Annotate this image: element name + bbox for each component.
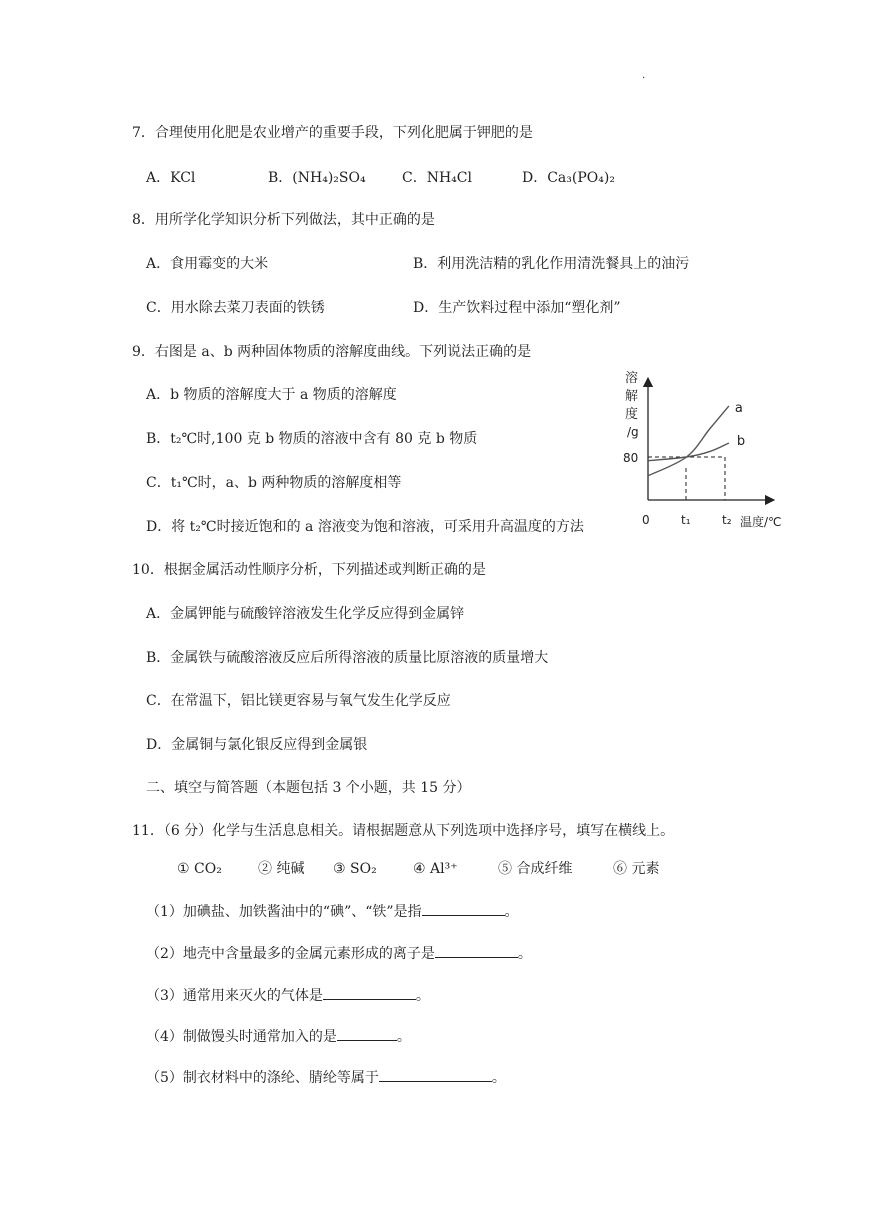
q11-item-4-text: （4）制做馒头时通常加入的是 — [146, 1029, 337, 1045]
y-label-char-1: 溶 — [625, 371, 639, 386]
q11-choice-1: ① CO₂ — [177, 861, 222, 877]
q7-option-d: D．Ca₃(PO₄)₂ — [522, 170, 615, 186]
q10-option-b: B．金属铁与硫酸溶液反应后所得溶液的质量比原溶液的质量增大 — [146, 650, 549, 666]
y-tick-80: 80 — [623, 451, 639, 465]
q11-item-1-end: 。 — [504, 904, 519, 920]
q9-option-d: D．将 t₂℃时接近饱和的 a 溶液变为饱和溶液，可采用升高温度的方法 — [146, 519, 584, 535]
q8-stem: 8．用所学化学知识分析下列做法，其中正确的是 — [132, 212, 435, 228]
q11-answer-blank-2[interactable] — [435, 943, 518, 958]
section-2-heading: 二、填空与简答题（本题包括 3 个小题，共 15 分） — [146, 780, 471, 796]
q11-answer-blank-1[interactable] — [422, 901, 505, 916]
curve-b — [648, 443, 729, 461]
origin-label: 0 — [642, 513, 650, 527]
q11-stem: 11．（6 分）化学与生活息息相关。请根据题意从下列选项中选择序号，填写在横线上。 — [132, 823, 675, 839]
x-tick-t1: t₁ — [681, 513, 691, 527]
q9-stem: 9．右图是 a、b 两种固体物质的溶解度曲线。下列说法正确的是 — [132, 344, 532, 360]
q7-option-b: B．(NH₄)₂SO₄ — [268, 170, 366, 186]
q10-option-c: C．在常温下，铝比镁更容易与氧气发生化学反应 — [146, 693, 451, 709]
q11-item-5-end: 。 — [491, 1070, 506, 1086]
q11-item-1-text: （1）加碘盐、加铁酱油中的“碘”、“铁”是指 — [146, 904, 422, 920]
q11-choice-5: ⑤ 合成纤维 — [498, 861, 573, 877]
curve-a-label: a — [734, 400, 743, 416]
q7-option-a: A．KCl — [146, 170, 196, 186]
q11-answer-blank-5[interactable] — [379, 1067, 492, 1082]
q11-item-3-end: 。 — [415, 988, 430, 1004]
x-axis-label: 温度/℃ — [740, 515, 782, 529]
curve-b-label: b — [736, 434, 746, 449]
q11-choice-6: ⑥ 元素 — [613, 861, 660, 877]
q9-option-a: A．b 物质的溶解度大于 a 物质的溶解度 — [146, 387, 397, 403]
header-mark: . — [642, 70, 646, 81]
y-label-char-4: /g — [627, 425, 639, 439]
q11-choice-3: ③ SO₂ — [333, 861, 377, 877]
q11-answer-blank-3[interactable] — [323, 985, 416, 1000]
q8-option-d: D．生产饮料过程中添加“塑化剂” — [413, 300, 621, 316]
q11-item-4-end: 。 — [396, 1029, 411, 1045]
q9-option-c: C．t₁℃时，a、b 两种物质的溶解度相等 — [146, 475, 402, 491]
q11-answer-blank-4[interactable] — [337, 1026, 397, 1041]
q8-option-c: C．用水除去菜刀表面的铁锈 — [146, 300, 325, 316]
solubility-chart — [605, 360, 800, 535]
q11-choice-4: ④ Al³⁺ — [413, 861, 458, 877]
q8-option-b: B．利用洗洁精的乳化作用清洗餐具上的油污 — [413, 256, 690, 272]
q11-item-3-text: （3）通常用来灭火的气体是 — [146, 988, 323, 1004]
q11-item-2-text: （2）地壳中含量最多的金属元素形成的离子是 — [146, 946, 435, 962]
x-tick-t2: t₂ — [722, 513, 732, 527]
q11-item-5-text: （5）制衣材料中的涤纶、腈纶等属于 — [146, 1070, 379, 1086]
q11-item-4 — [146, 1026, 411, 1046]
q8-option-a: A．食用霉变的大米 — [146, 256, 269, 272]
q11-item-2 — [146, 943, 532, 963]
y-label-char-3: 度 — [625, 407, 639, 422]
q11-item-1 — [146, 901, 519, 921]
q7-stem: 7．合理使用化肥是农业增产的重要手段，下列化肥属于钾肥的是 — [132, 125, 533, 141]
q9-option-b: B．t₂℃时,100 克 b 物质的溶液中含有 80 克 b 物质 — [146, 431, 478, 447]
q11-item-5 — [146, 1067, 506, 1087]
q11-choice-2: ② 纯碱 — [258, 861, 305, 877]
y-label-char-2: 解 — [625, 389, 639, 404]
q11-item-2-end: 。 — [517, 946, 532, 962]
q7-option-c: C．NH₄Cl — [402, 170, 472, 186]
q10-option-d: D．金属铜与氯化银反应得到金属银 — [146, 737, 368, 753]
q10-option-a: A．金属钾能与硫酸锌溶液发生化学反应得到金属锌 — [146, 606, 465, 622]
curve-a — [648, 406, 729, 476]
q10-stem: 10．根据金属活动性顺序分析，下列描述或判断正确的是 — [132, 562, 486, 578]
q11-item-3 — [146, 985, 430, 1005]
